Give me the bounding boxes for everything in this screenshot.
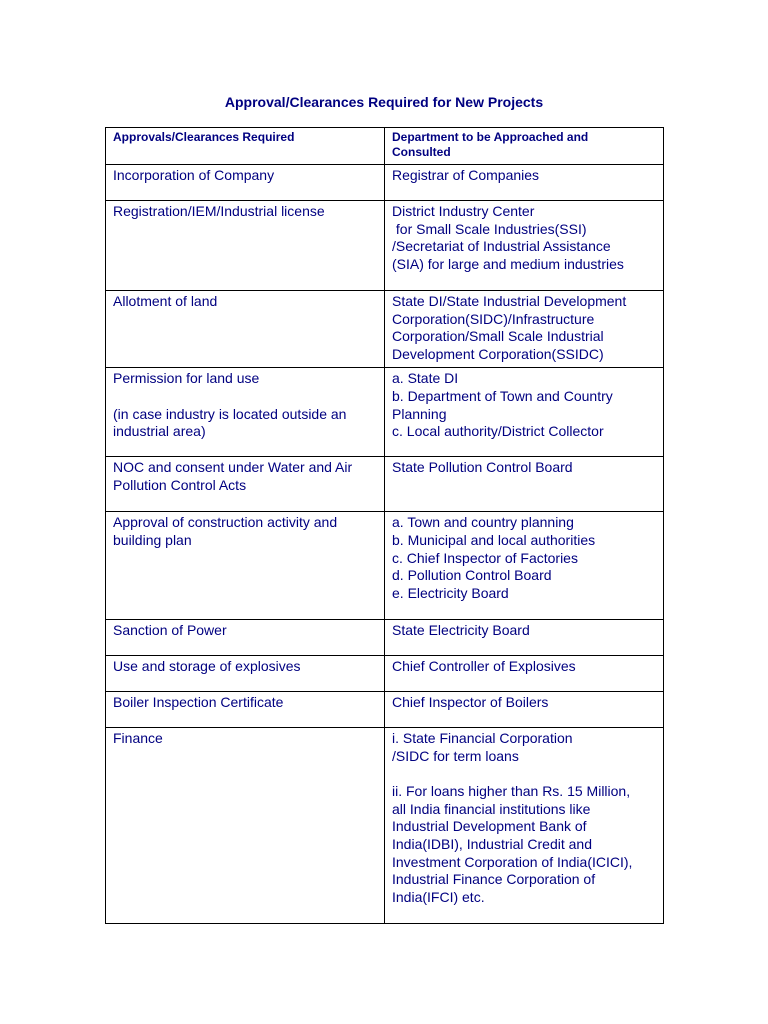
department-cell: [385, 201, 664, 291]
page-title: Approval/Clearances Required for New Projects: [224, 94, 544, 110]
cell-line: Sanction of Power: [113, 622, 227, 639]
approval-cell: [106, 656, 385, 692]
cell-line: /SIDC for term loans: [392, 747, 519, 764]
approval-cell: [106, 291, 385, 368]
cell-line: India(IFCI) etc.: [392, 888, 485, 905]
cell-line: Registrar of Companies: [392, 167, 540, 183]
table-row: [106, 620, 664, 656]
cell-line: a. State DI: [392, 370, 459, 387]
cell-line: State Pollution Control Board: [392, 459, 573, 476]
header-department: [385, 128, 664, 165]
cell-line: d. Pollution Control Board: [392, 567, 552, 584]
cell-line: ii. For loans higher than Rs. 15 Million,: [392, 783, 631, 800]
table-row: [106, 165, 664, 201]
department-cell: [385, 512, 664, 620]
cell-line: Corporation(SIDC)/Infrastructure: [392, 310, 595, 327]
approval-cell: [106, 457, 385, 512]
cell-line: Industrial Development Bank of: [392, 818, 587, 835]
approval-cell: [106, 728, 385, 924]
header-approvals-text: Approvals/Clearances Required: [113, 130, 295, 144]
approval-cell: [106, 512, 385, 620]
cell-line: for Small Scale Industries(SSI): [392, 220, 587, 237]
department-cell: [385, 368, 664, 457]
table-row: [106, 457, 664, 512]
cell-line: Use and storage of explosives: [113, 658, 301, 675]
approval-cell: [106, 201, 385, 291]
approval-cell: [106, 692, 385, 728]
cell-line: NOC and consent under Water and Air: [113, 459, 353, 476]
table-row: [106, 201, 664, 291]
cell-line: a. Town and country planning: [392, 514, 574, 531]
cell-line: Allotment of land: [113, 293, 218, 309]
cell-spacer: [113, 388, 378, 406]
cell-line: Incorporation of Company: [113, 167, 275, 183]
approval-cell: [106, 620, 385, 656]
approval-cell: [106, 368, 385, 457]
cell-spacer: [392, 766, 657, 784]
cell-line: Pollution Control Acts: [113, 476, 247, 493]
cell-line: Planning: [392, 405, 447, 422]
cell-line: Development Corporation(SSIDC): [392, 345, 604, 362]
cell-line: building plan: [113, 531, 192, 548]
cell-line: State DI/State Industrial Development: [392, 293, 627, 309]
cell-line: Investment Corporation of India(ICICI),: [392, 853, 633, 870]
cell-line: Corporation/Small Scale Industrial: [392, 328, 604, 345]
cell-line: District Industry Center: [392, 203, 535, 219]
cell-line: b. Department of Town and Country: [392, 387, 613, 404]
cell-line: Permission for land use: [113, 370, 260, 387]
table-row: [106, 692, 664, 728]
table-row: [106, 512, 664, 620]
cell-line: Approval of construction activity and: [113, 514, 338, 531]
approval-cell: [106, 165, 385, 201]
department-cell: [385, 291, 664, 368]
table-row: [106, 656, 664, 692]
header-approvals: [106, 128, 385, 165]
department-cell: [385, 165, 664, 201]
cell-line: (SIA) for large and medium industries: [392, 255, 624, 272]
cell-line: India(IDBI), Industrial Credit and: [392, 835, 592, 852]
header-department-line: Department to be Approached and: [392, 130, 589, 144]
header-department-line: Consulted: [392, 145, 451, 159]
cell-line: c. Local authority/District Collector: [392, 423, 604, 440]
table-header-row: [106, 128, 664, 165]
department-cell: [385, 656, 664, 692]
cell-line: b. Municipal and local authorities: [392, 531, 596, 548]
table-row: [106, 728, 664, 924]
cell-line: Boiler Inspection Certificate: [113, 694, 284, 711]
cell-line: State Electricity Board: [392, 622, 530, 639]
cell-line: Finance: [113, 730, 163, 747]
cell-line: c. Chief Inspector of Factories: [392, 549, 578, 566]
cell-line: /Secretariat of Industrial Assistance: [392, 238, 611, 255]
cell-line: industrial area): [113, 423, 206, 440]
table-row: [106, 368, 664, 457]
cell-line: all India financial institutions like: [392, 800, 591, 817]
approvals-table: [105, 127, 664, 924]
department-cell: [385, 728, 664, 924]
department-cell: [385, 457, 664, 512]
cell-line: i. State Financial Corporation: [392, 730, 573, 747]
cell-line: Chief Controller of Explosives: [392, 658, 576, 675]
cell-line: Registration/IEM/Industrial license: [113, 203, 325, 219]
table-row: [106, 291, 664, 368]
department-cell: [385, 692, 664, 728]
cell-line: (in case industry is located outside an: [113, 405, 347, 422]
cell-line: Industrial Finance Corporation of: [392, 871, 596, 888]
department-cell: [385, 620, 664, 656]
cell-line: Chief Inspector of Boilers: [392, 694, 549, 711]
cell-line: e. Electricity Board: [392, 584, 509, 601]
